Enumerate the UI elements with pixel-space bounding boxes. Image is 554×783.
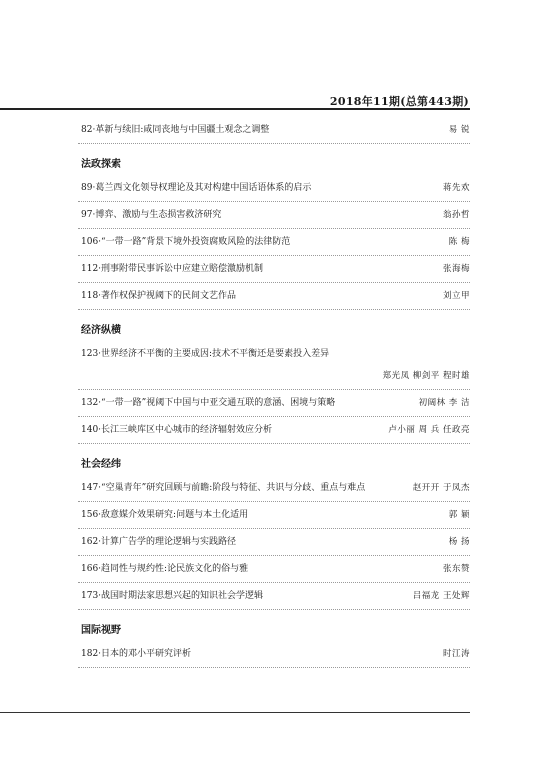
section-heading: 经济纵横 [81, 325, 121, 336]
toc-entry-title: 118·著作权保护视阈下的民间文艺作品 [81, 291, 237, 301]
table-of-contents [78, 120, 470, 671]
issue-header: 2018年11期(总第443期) [329, 95, 469, 108]
toc-entry-title: 106·“一带一路”背景下境外投资腐败风险的法律防范 [81, 237, 291, 247]
toc-entry-title: 132·“一带一路”视阈下中国与中亚交通互联的意涵、困境与策略 [81, 398, 336, 408]
header-rule [0, 108, 470, 110]
dotted-divider [78, 255, 470, 256]
toc-entry-author: 张海梅 [442, 264, 470, 274]
toc-entry[interactable] [78, 344, 470, 386]
toc-entry-author: 杨 扬 [448, 537, 470, 547]
toc-entry-author: 刘立甲 [442, 291, 470, 301]
toc-entry-title: 147·“空巢青年”研究回顾与前瞻:阶段与特征、共识与分歧、重点与难点 [81, 483, 366, 493]
toc-entry[interactable] [78, 232, 470, 252]
toc-entry-title: 82·革新与续旧:咸同丧地与中国疆土观念之调整 [81, 125, 270, 135]
toc-entry[interactable] [78, 505, 470, 525]
toc-entry[interactable] [78, 393, 470, 413]
toc-entry-title: 89·葛兰西文化领导权理论及其对构建中国话语体系的启示 [81, 183, 312, 193]
section-heading: 社会经纬 [81, 459, 121, 470]
dotted-divider [78, 416, 470, 417]
dotted-divider [78, 309, 470, 310]
toc-entry-author: 郑光凤 柳剑平 程时雄 [382, 371, 470, 381]
dotted-divider [78, 667, 470, 668]
dotted-divider [78, 389, 470, 390]
toc-entry-title: 173·战国时期法家思想兴起的知识社会学逻辑 [81, 591, 264, 601]
dotted-divider [78, 143, 470, 144]
toc-entry[interactable] [78, 420, 470, 440]
section-heading: 法政探索 [81, 159, 121, 170]
toc-entry-title: 112·刑事附带民事诉讼中应建立赔偿激励机制 [81, 264, 264, 274]
section-heading: 国际视野 [81, 625, 121, 636]
toc-entry-author: 吕福龙 王处辉 [412, 591, 470, 601]
dotted-divider [78, 228, 470, 229]
toc-entry-title: 140·长江三峡库区中心城市的经济辐射效应分析 [81, 425, 273, 435]
toc-entry[interactable] [78, 259, 470, 279]
toc-entry-author: 卢小丽 周 兵 任政亮 [388, 425, 470, 435]
toc-entry-title: 162·计算广告学的理论逻辑与实践路径 [81, 537, 237, 547]
dotted-divider [78, 201, 470, 202]
toc-entry-title: 123·世界经济不平衡的主要成因:技术不平衡还是要素投入差异 [81, 349, 330, 359]
dotted-divider [78, 609, 470, 610]
toc-entry-author: 初阔林 李 洁 [418, 398, 470, 408]
toc-entry-title: 156·敌意媒介效果研究:问题与本土化适用 [81, 510, 249, 520]
toc-entry[interactable] [78, 286, 470, 306]
footer-rule [0, 712, 470, 713]
toc-entry[interactable] [78, 586, 470, 606]
toc-entry[interactable] [78, 532, 470, 552]
dotted-divider [78, 443, 470, 444]
dotted-divider [78, 528, 470, 529]
toc-entry[interactable] [78, 178, 470, 198]
toc-sections [78, 155, 470, 664]
toc-entry[interactable] [78, 559, 470, 579]
toc-entry-title: 182·日本的邓小平研究评析 [81, 649, 192, 659]
toc-entry-author: 易 锐 [448, 125, 470, 135]
toc-entry-author: 郭 颖 [448, 510, 470, 520]
toc-entry-author: 翁孙哲 [442, 210, 470, 220]
dotted-divider [78, 582, 470, 583]
toc-entry-title: 97·博弈、激励与生态损害救济研究 [81, 210, 222, 220]
toc-entry-author: 赵开开 于凤杰 [412, 483, 470, 493]
dotted-divider [78, 501, 470, 502]
toc-entry-author: 时江涛 [442, 649, 470, 659]
toc-entry[interactable] [78, 478, 470, 498]
toc-entry[interactable] [78, 205, 470, 225]
toc-entry-title: 166·趋同性与规约性:论民族文化的俗与雅 [81, 564, 249, 574]
toc-entry-author: 蒋先欢 [442, 183, 470, 193]
toc-entry-author: 张东赞 [442, 564, 470, 574]
dotted-divider [78, 282, 470, 283]
toc-entry[interactable] [78, 644, 470, 664]
dotted-divider [78, 555, 470, 556]
toc-entry-author: 陈 梅 [448, 237, 470, 247]
toc-entry[interactable] [78, 120, 470, 140]
